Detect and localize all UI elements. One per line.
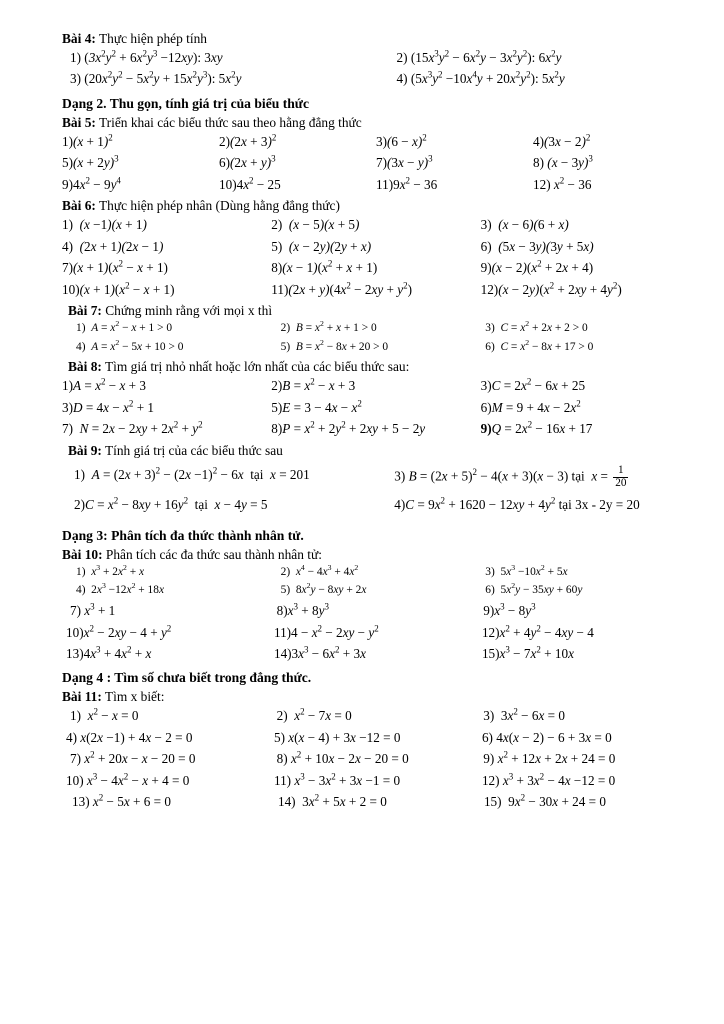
- dang4-heading: Dạng 4 : Tìm số chưa biết trong đẳng thức.: [62, 670, 312, 686]
- bai11-title: [62, 689, 690, 705]
- bai8-text: Tìm giá trị nhỏ nhất hoặc lớn nhất của các biểu thức sau:: [101, 359, 410, 375]
- problem-item: $9)4x^2 - 9y^4$: [62, 175, 121, 192]
- bai4-title: [62, 31, 690, 47]
- bai5-text: Triển khai các biểu thức sau theo hằng đẳng thức: [95, 114, 362, 130]
- bai4-text: Thực hiện phép tính: [95, 31, 207, 46]
- bai8-title: [62, 359, 690, 375]
- problem-item: 5) $8x^2y - 8xy + 2x$: [280, 581, 367, 597]
- bai6-label: Bài 6:: [62, 198, 96, 214]
- bai8-label: Bài 8:: [68, 359, 102, 375]
- bai10-text: Phân tích các đa thức sau thành nhân tử:: [102, 546, 322, 562]
- bai7-row-2: [62, 339, 690, 357]
- problem-item: $1)A = x^2 - x + 3$: [62, 377, 146, 394]
- problem-item: 9) $x^2 + 12x + 2x + 24 = 0$: [483, 749, 616, 767]
- problem-item: 3) (x − 6)(6 + x): [480, 217, 569, 233]
- bai6-text: Thực hiện phép nhân (Dùng hằng đẳng thức): [95, 198, 340, 214]
- bai10-row-4: [62, 623, 690, 643]
- problem-item: 3) $3x^2 - 6x = 0$: [483, 707, 565, 724]
- bai9-row-1: [62, 465, 690, 490]
- problem-item: $12)(x - 2y)(x^2 + 2xy + 4y^2)$: [480, 280, 622, 297]
- bai11-row-5: [62, 792, 690, 812]
- problem-item: 1) $A = (2x + 3)^2 - (2x -1)^2 - 6x$ tại x = 201: [74, 465, 310, 482]
- bai5-row-1: [62, 132, 690, 152]
- bai6-row-3: [62, 258, 690, 278]
- bai8-row-3: [62, 419, 690, 439]
- problem-item: 14) $3x^2 + 5x + 2 = 0$: [277, 792, 387, 810]
- problem-item: 1) $x^2 - x = 0$: [70, 707, 139, 724]
- problem-item: $5)(x + 2y)^3$: [62, 153, 119, 171]
- bai5-label: Bài 5:: [62, 114, 96, 130]
- bai7-row-1: [62, 320, 690, 338]
- problem-item: $3)(6 - x)^2$: [376, 132, 427, 149]
- problem-item: $11)9x^2 - 36$: [376, 175, 438, 192]
- bai11-label: Bài 11:: [62, 689, 102, 705]
- problem-item: 1) $x^3 + 2x^2 + x$: [76, 562, 145, 578]
- bai6-row-2: [62, 237, 690, 257]
- problem-item: $9)(x - 2)(x^2 + 2x + 4)$: [480, 258, 594, 276]
- problem-item: $7)(3x - y)^3$: [376, 153, 433, 171]
- bai8-row-2: [62, 398, 690, 418]
- bai6-title: [62, 198, 690, 214]
- problem-item: 11) $x^3 - 3x^2 + 3x -1 = 0$: [273, 771, 401, 788]
- problem-item: $3)D = 4x - x^2 + 1$: [62, 398, 155, 415]
- problem-item: $10)x^2 - 2xy - 4 + y^2$: [66, 623, 172, 640]
- problem-item: 3) $B = (2x + 5)^2 - 4(x + 3)(x - 3)$ tại x = $\frac{1}{20}$: [394, 463, 627, 489]
- problem-item: 12) $x^2 - 36$: [533, 175, 592, 192]
- problem-item: $8)(x - 1)(x^2 + x + 1)$: [271, 258, 378, 276]
- bai6-row-1: [62, 215, 690, 235]
- problem-item: 5) (x − 2y)(2y + x): [271, 238, 372, 254]
- problem-item: $2)(2x + 3)^2$: [219, 132, 277, 149]
- bai10-row-3: [62, 601, 690, 621]
- problem-item: 4) $A = x^2 - 5x + 10 > 0$: [76, 337, 184, 353]
- bai6-row-4: [62, 280, 690, 300]
- problem-item: $10)4x^2 - 25$: [219, 175, 281, 192]
- problem-item: 2) (x − 5)(x + 5): [271, 217, 360, 233]
- problem-item: $4)C = 9x^2 + 1620 - 12xy + 4y^2$ tại 3x - 2y = 20: [394, 495, 640, 513]
- problem-item: 3) $5x^3 -10x^2 + 5x$: [485, 562, 568, 578]
- problem-item: 15) $9x^2 - 30x + 24 = 0$: [483, 792, 606, 810]
- problem-item: $6)(2x + y)^3$: [219, 153, 276, 171]
- bai7-label: Bài 7:: [68, 303, 102, 319]
- problem-item: 3) $C = x^2 + 2x + 2 > 0$: [485, 319, 588, 335]
- bai10-label: Bài 10:: [62, 546, 103, 562]
- problem-item: 5) x(x − 4) + 3x −12 = 0: [273, 729, 401, 745]
- problem-item: $8)x^3 + 8y^3$: [276, 601, 329, 619]
- bai5-title: [62, 115, 690, 131]
- bai4-row-1: [62, 48, 690, 68]
- problem-item: 6) 4x(x − 2) − 6 + 3x = 0: [481, 729, 612, 745]
- problem-item: 1) (x −1)(x + 1): [62, 217, 147, 233]
- problem-item: 6) (5x − 3y)(3y + 5x): [480, 238, 594, 254]
- problem-item: 2) $x^4 - 4x^3 + 4x^2$: [280, 562, 359, 578]
- problem-item: 7) $N = 2x - 2xy + 2x^2 + y^2$: [62, 419, 203, 437]
- bai10-title: [62, 547, 690, 563]
- bai5-row-3: [62, 175, 690, 195]
- bai11-row-2: [62, 728, 690, 748]
- problem-item: $14)3x^3 - 6x^2 + 3x$: [273, 644, 366, 662]
- bai10-row-2: [62, 582, 690, 600]
- problem-item: $11)4 - x^2 - 2xy - y^2$: [273, 623, 379, 640]
- problem-item: 4) (2x + 1)(2x − 1): [62, 238, 164, 254]
- problem-item: 5) $B = x^2 - 8x + 20 > 0$: [280, 337, 389, 353]
- bai9-label: Bài 9:: [68, 442, 102, 458]
- problem-item: 10) $x^3 - 4x^2 - x + 4 = 0$: [66, 771, 190, 788]
- problem-item: $7)(x + 1)(x^2 - x + 1)$: [62, 258, 168, 276]
- bai9-title: [62, 443, 690, 459]
- problem-item: 2) $(15x^3y^2 - 6x^2y - 3x^2y^2)$: $6x^2y$: [396, 48, 562, 65]
- problem-item: 8) $(x - 3y)^3$: [533, 153, 593, 171]
- problem-item: $9)x^3 - 8y^3$: [483, 601, 536, 619]
- bai10-row-1: [62, 564, 690, 582]
- problem-item: 12) $x^3 + 3x^2 - 4x -12 = 0$: [481, 771, 616, 788]
- problem-item: $2)B = x^2 - x + 3$: [271, 377, 356, 394]
- dang3-heading: Dạng 3: Phân tích đa thức thành nhân tử.: [62, 527, 304, 543]
- problem-item: 3) $(20x^2y^2 - 5x^2y + 15x^2y^3)$: $5x^2y$: [70, 70, 242, 87]
- problem-item: $5)E = 3 - 4x - x^2$: [271, 398, 362, 415]
- problem-item: $3)C = 2x^2 - 6x + 25$: [480, 377, 586, 394]
- problem-item: $12)x^2 + 4y^2 - 4xy - 4$: [481, 623, 594, 640]
- problem-item: $13)4x^3 + 4x^2 + x$: [66, 644, 152, 662]
- problem-item: 1) $A = x^2 - x + 1 > 0$: [76, 319, 173, 335]
- bai7-title: [62, 303, 690, 319]
- problem-item: $4)(3x - 2)^2$: [533, 132, 591, 149]
- problem-item: 2) $x^2 - 7x = 0$: [276, 707, 352, 724]
- problem-item: $6)M = 9 + 4x - 2x^2$: [480, 398, 581, 415]
- bai7-text: Chứng minh rằng với mọi x thì: [105, 303, 273, 319]
- problem-item: $15)x^3 - 7x^2 + 10x$: [481, 644, 574, 662]
- dang2-heading: Dạng 2. Thu gọn, tính giá trị của biểu thức: [62, 95, 309, 111]
- bai4-label: Bài 4:: [62, 31, 96, 46]
- problem-item: $2)C = x^2 - 8xy + 16y^2$ tại x − 4y = 5: [74, 495, 268, 513]
- problem-item: 7) $x^3 + 1$: [70, 601, 116, 619]
- bai9-text: Tính giá trị của các biểu thức sau: [101, 442, 283, 458]
- bai9-row-2: [62, 495, 690, 515]
- problem-item: 6) $5x^2y - 35xy + 60y$: [485, 581, 583, 597]
- bai11-row-3: [62, 749, 690, 769]
- bai8-row-1: [62, 376, 690, 396]
- problem-item: 4) $(5x^3y^2 -10x^4y + 20x^2y^2)$: $5x^2y$: [396, 70, 565, 87]
- problem-item: $8)P = x^2 + 2y^2 + 2xy + 5 - 2y$: [271, 419, 426, 437]
- problem-item: 13) $x^2 - 5x + 6 = 0$: [72, 792, 171, 810]
- problem-item: $1)(x + 1)^2$: [62, 132, 113, 149]
- bai11-text: Tìm x biết:: [101, 689, 165, 705]
- problem-item: $11)(2x + y)(4x^2 - 2xy + y^2)$: [271, 280, 412, 297]
- bai11-row-1: [62, 706, 690, 726]
- problem-item: 2) $B = x^2 + x + 1 > 0$: [280, 319, 377, 335]
- bai11-row-4: [62, 771, 690, 791]
- problem-item: 4) $2x^3 -12x^2 + 18x$: [76, 581, 165, 597]
- bai10-row-5: [62, 644, 690, 664]
- problem-item: 7) $x^2 + 20x - x - 20 = 0$: [70, 749, 196, 767]
- problem-item: 6) $C = x^2 - 8x + 17 > 0$: [485, 337, 594, 353]
- bai5-row-2: [62, 153, 690, 173]
- problem-item: 4) x(2x −1) + 4x − 2 = 0: [66, 729, 193, 745]
- problem-item: 1) $(3x^2y^2 + 6x^2y^3 -12xy)$: 3xy: [70, 48, 223, 65]
- problem-item: $9)Q = 2x^2 - 16x + 17$: [480, 419, 593, 437]
- problem-item: $10)(x + 1)(x^2 - x + 1)$: [62, 280, 175, 297]
- bai4-row-2: [62, 69, 690, 89]
- problem-item: 8) $x^2 + 10x - 2x - 20 = 0$: [276, 749, 409, 767]
